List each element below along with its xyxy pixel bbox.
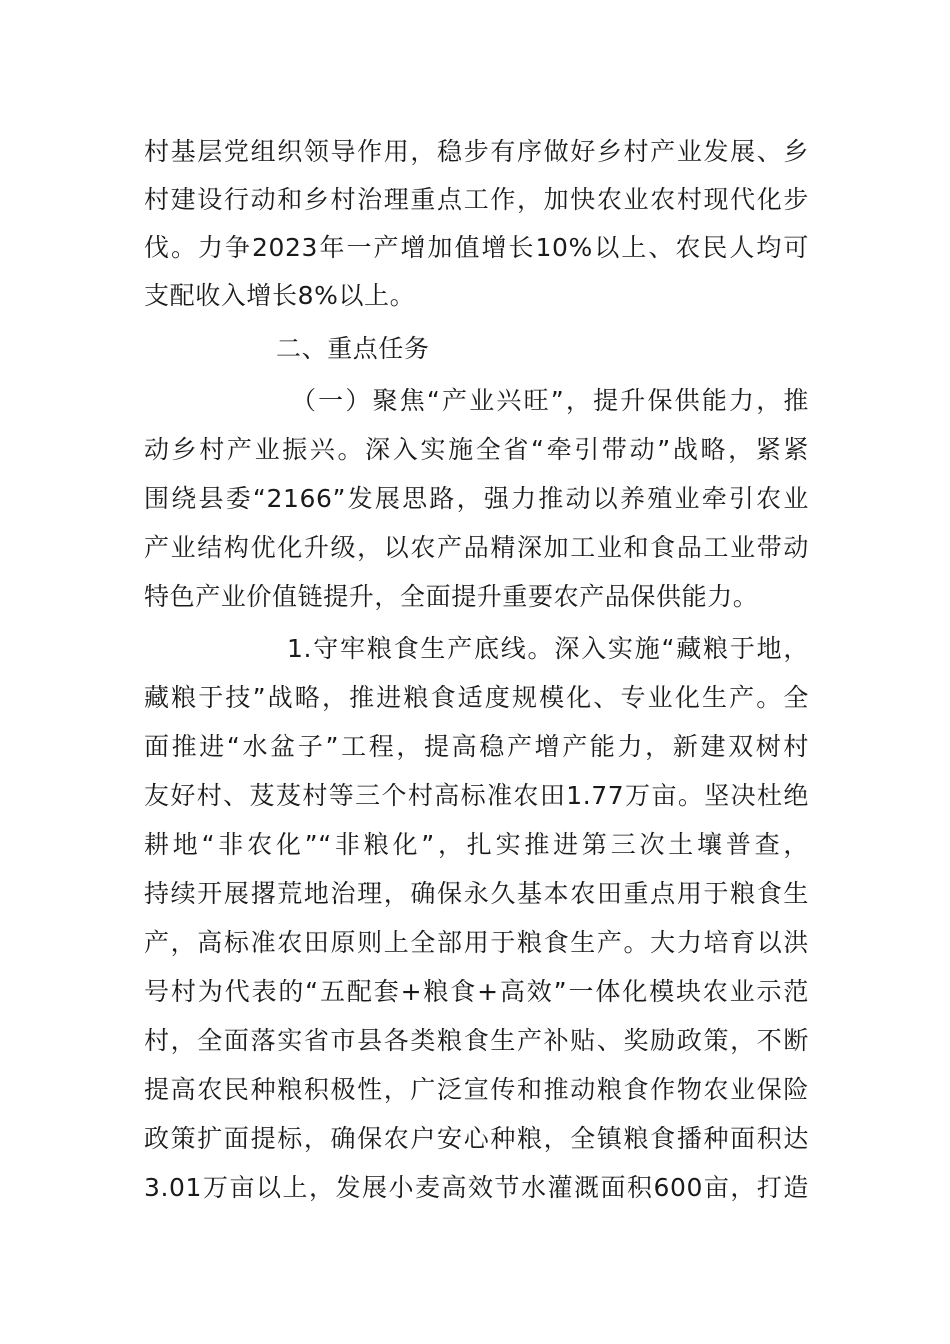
paragraph-line: 村建设行动和乡村治理重点工作，加快农业农村现代化步 — [144, 185, 809, 214]
paragraph-line: 特色产业价值链提升，全面提升重要农产品保供能力。 — [144, 582, 759, 611]
paragraph-line: 面推进“水盆子”工程，提高稳产增产能力，新建双树村 — [144, 732, 809, 761]
paragraph-line: 提高农民种粮积极性，广泛宣传和推动粮食作物农业保险 — [144, 1075, 809, 1104]
paragraph-line: 友好村、芨芨村等三个村高标准农田1.77万亩。坚决杜绝 — [144, 781, 809, 810]
paragraph-line: 政策扩面提标，确保农户安心种粮，全镇粮食播种面积达 — [144, 1124, 809, 1153]
paragraph-line: 围绕县委“2166”发展思路，强力推动以养殖业牵引农业 — [144, 484, 809, 513]
item-heading: 1.守牢粮食生产底线。深入实施“藏粮于地， — [287, 634, 809, 663]
paragraph-line: 号村为代表的“五配套+粮食+高效”一体化模块农业示范 — [144, 977, 809, 1006]
section-heading: 二、重点任务 — [276, 334, 430, 363]
paragraph-line: 村，全面落实省市县各类粮食生产补贴、奖励政策，不断 — [144, 1026, 809, 1055]
paragraph-line: 耕地“非农化”“非粮化”，扎实推进第三次土壤普查， — [144, 830, 809, 859]
paragraph-line: 持续开展撂荒地治理，确保永久基本农田重点用于粮食生 — [144, 879, 809, 908]
paragraph-line: 产业结构优化升级，以农产品精深加工业和食品工业带动 — [144, 533, 809, 562]
paragraph-line: 3.01万亩以上，发展小麦高效节水灌溉面积600亩，打造 — [144, 1173, 809, 1202]
paragraph-line: 伐。力争2023年一产增加值增长10%以上、农民人均可 — [144, 233, 809, 262]
paragraph-line: 支配收入增长8%以上。 — [144, 281, 416, 310]
subsection-heading: （一）聚焦“产业兴旺”，提升保供能力，推 — [291, 386, 809, 415]
paragraph-line: 动乡村产业振兴。深入实施全省“牵引带动”战略，紧紧 — [144, 435, 809, 464]
paragraph-line: 藏粮于技”战略，推进粮食适度规模化、专业化生产。全 — [144, 683, 809, 712]
paragraph-line: 村基层党组织领导作用，稳步有序做好乡村产业发展、乡 — [144, 137, 809, 166]
paragraph-line: 产，高标准农田原则上全部用于粮食生产。大力培育以洪 — [144, 928, 809, 957]
